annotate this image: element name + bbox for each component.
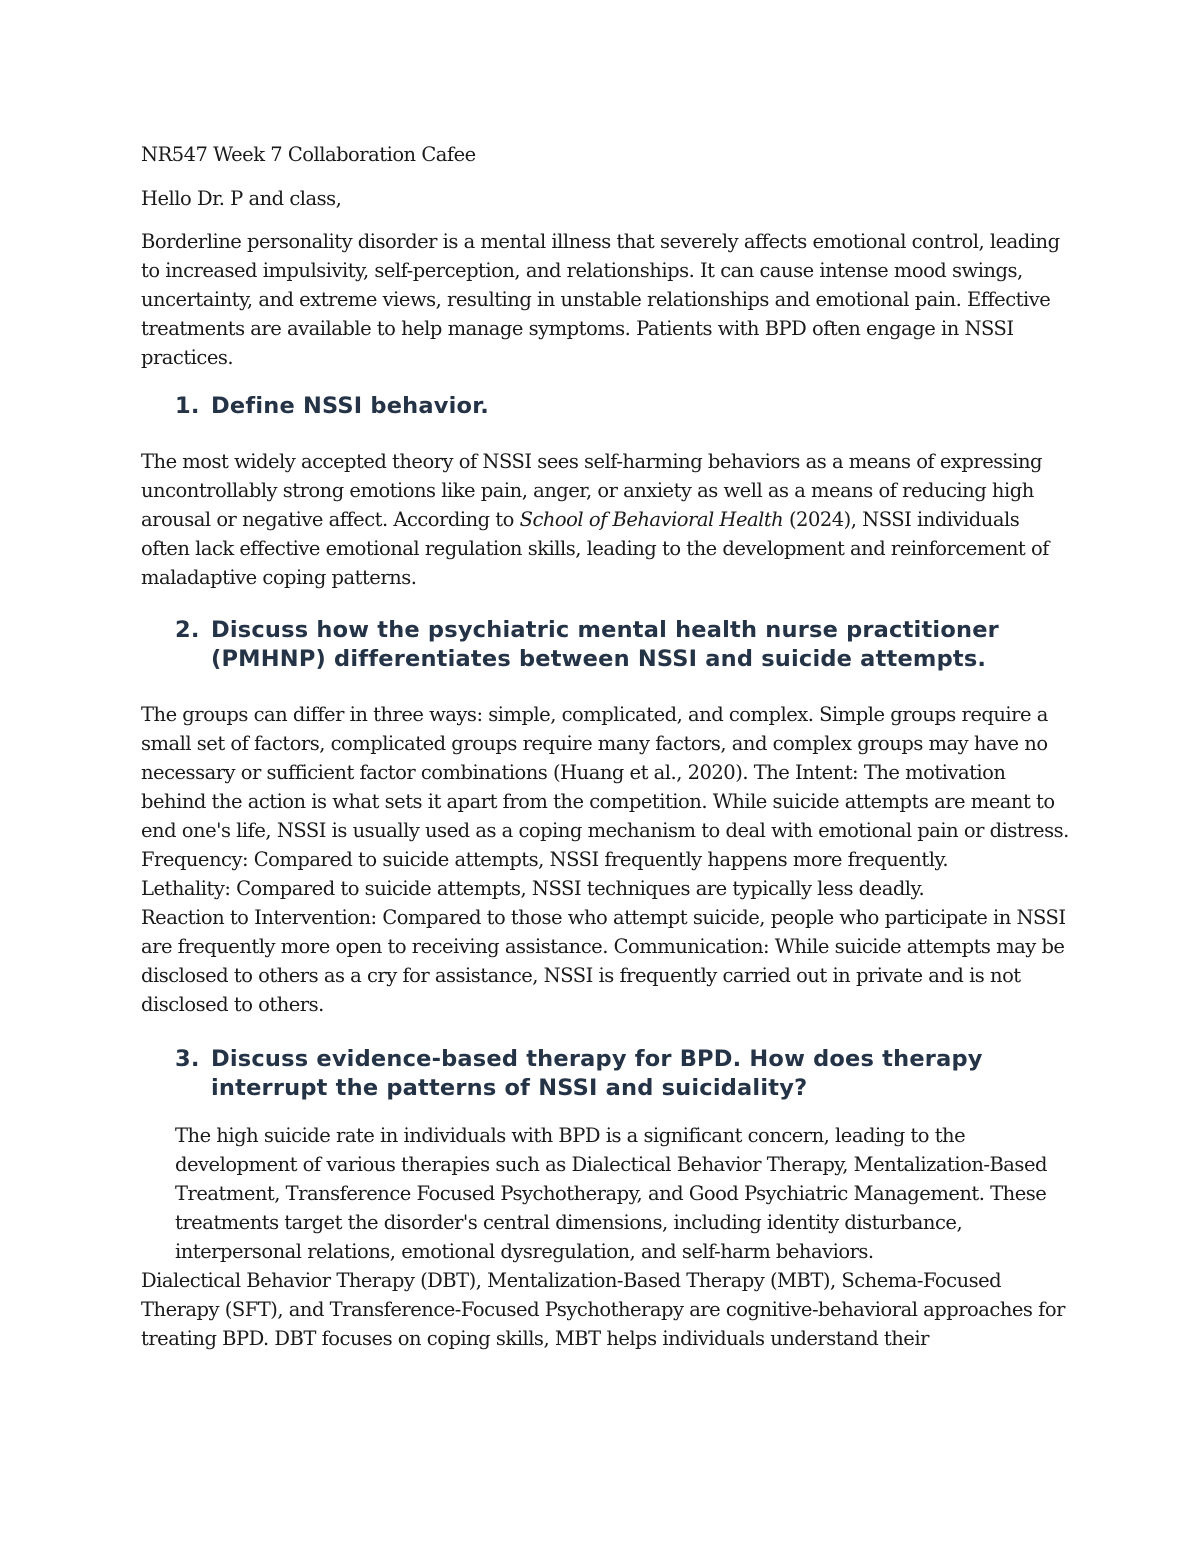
question-2-text: Discuss how the psychiatric mental health nurse practitioner (PMHNP) differentiates between NSSI and suicide attempts. xyxy=(211,617,999,672)
question-2-heading xyxy=(175,616,1071,674)
answer-3-indented-paragraph: The high suicide rate in individuals with BPD is a significant concern, leading to the development of various therapies such as Dialectical Behavior Therapy, Mentalization-Based Treatment, Transference Focused Psychotherapy, and Good Psychiatric Management. These treatments target the disorder's central dimensions, including identity disturbance, interpersonal relations, emotional dysregulation, and self-harm behaviors. xyxy=(175,1124,1047,1263)
question-3-heading xyxy=(175,1045,1071,1103)
intro-paragraph: Borderline personality disorder is a mental illness that severely affects emotional control, leading to increased impulsivity, self-perception, and relationships. It can cause intense mood swings, uncertainty, and extreme views, resulting in unstable relationships and emotional pain. Effective treatments are available to help manage symptoms. Patients with BPD often engage in NSSI practices. xyxy=(141,230,1060,369)
greeting: Hello Dr. P and class, xyxy=(141,187,342,210)
document-title: NR547 Week 7 Collaboration Cafee xyxy=(141,143,476,166)
document-body xyxy=(141,140,1071,1353)
answer-2-paragraph-2: Lethality: Compared to suicide attempts, NSSI techniques are typically less deadly. xyxy=(141,877,925,900)
answer-1-citation-italic: School of Behavioral Health xyxy=(519,508,784,531)
question-3-text: Discuss evidence-based therapy for BPD. How does therapy interrupt the patterns of NSSI and suicidality? xyxy=(211,1046,983,1101)
answer-1-paragraph xyxy=(141,447,1071,592)
question-2-number: 2. xyxy=(175,617,200,643)
question-1-number: 1. xyxy=(175,393,200,419)
answer-3-paragraph: Dialectical Behavior Therapy (DBT), Mentalization-Based Therapy (MBT), Schema-Focused Therapy (SFT), and Transference-Focused Psychotherapy are cognitive-behavioral approaches for treating BPD. DBT focuses on coping skills, MBT helps individuals understand their xyxy=(141,1269,1065,1350)
question-3-number: 3. xyxy=(175,1046,200,1072)
answer-1-text-before: The most widely accepted theory of NSSI sees self-harming behaviors as a means of expressing uncontrollably strong emotions like pain, anger, or anxiety as well as a means of reducing high arousal or negative affect. According to xyxy=(141,450,1043,531)
question-1-text: Define NSSI behavior. xyxy=(211,393,490,419)
answer-2-paragraph-1: The groups can differ in three ways: simple, complicated, and complex. Simple groups require a small set of factors, complicated groups require many factors, and complex groups may have no necessary or sufficient factor combinations (Huang et al., 2020). The Intent: The motivation behind the action is what sets it apart from the competition. While suicide attempts are meant to end one's life, NSSI is usually used as a coping mechanism to deal with emotional pain or distress. Frequency: Compared to suicide attempts, NSSI frequently happens more frequently. xyxy=(141,703,1069,871)
answer-2-paragraph-3: Reaction to Intervention: Compared to those who attempt suicide, people who participate in NSSI are frequently more open to receiving assistance. Communication: While suicide attempts may be disclosed to others as a cry for assistance, NSSI is frequently carried out in private and is not disclosed to others. xyxy=(141,906,1066,1016)
answer-1-text-after: (2024), NSSI individuals often lack effective emotional regulation skills, leading to the development and reinforcement of maladaptive coping patterns. xyxy=(141,508,1049,589)
question-1-heading xyxy=(175,392,1071,421)
